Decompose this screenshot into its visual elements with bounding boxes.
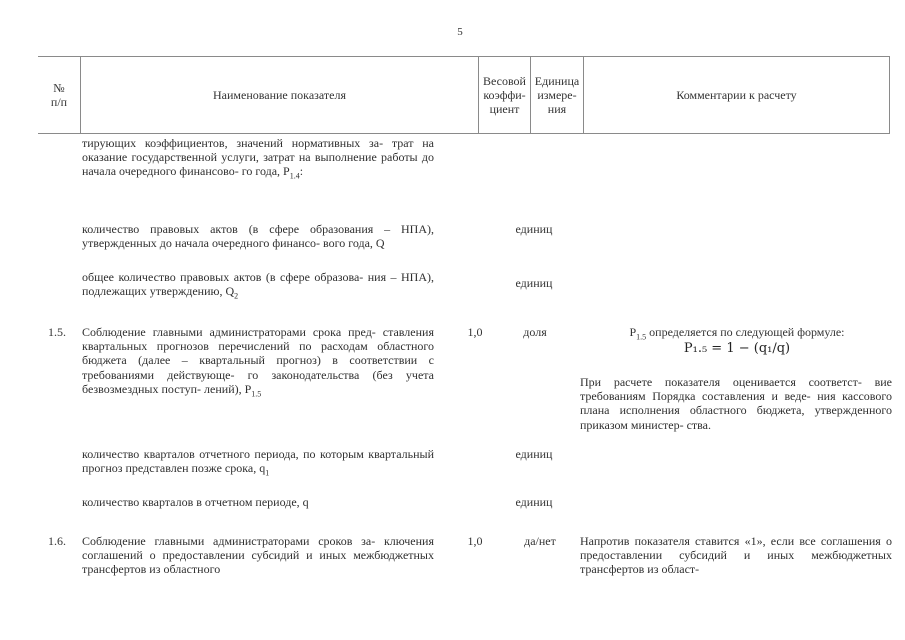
row-1-4-subitem-1-unit: единиц: [515, 222, 553, 236]
row-1-5-subitem-1-text: количество кварталов отчетного периода, по которым квартальный прогноз представлен позже срока, q: [82, 447, 434, 476]
header-col-weight-label: Весовой коэффи- циент: [483, 74, 526, 116]
header-col-unit-label: Единица измере- ния: [534, 74, 580, 116]
header-col-comment-label: Комментарии к расчету: [676, 88, 797, 102]
row-1-5-subitem-1: [82, 447, 434, 481]
row-1-4-continuation-tail: :: [299, 164, 304, 179]
row-1-6-weight: 1,0: [467, 534, 483, 548]
row-1-4-subitem-2: [82, 270, 434, 304]
row-1-5-unit: доля: [523, 325, 547, 339]
header-col-unit: [530, 57, 583, 133]
page-number: 5: [457, 26, 463, 38]
row-1-4-subitem-2-text: общее количество правовых актов (в сфере образова- ния – НПА), подлежащих утверждению, Q: [82, 270, 434, 299]
header-col-name-label: Наименование показателя: [213, 88, 346, 102]
row-1-4-continuation-sub: 1.4: [289, 171, 300, 181]
row-1-5-formula: P₁.₅ = 1 − (q₁/q): [683, 341, 791, 356]
row-1-5-formula-intro-sub: 1.5: [636, 332, 647, 342]
header-col-number: [38, 57, 80, 133]
header-col-comment: [583, 57, 890, 133]
row-1-6-number: 1.6.: [48, 534, 66, 548]
header-col-name: [80, 57, 478, 133]
row-1-4-subitem-2-unit: единиц: [515, 276, 553, 290]
row-1-5-comment: [580, 375, 892, 432]
row-1-6-comment-text: Напротив показателя ставится «1», если все соглашения о предоставлении субсидий и иных межбюджетных трансфертов из област-: [580, 534, 892, 577]
row-1-5-name-text: Соблюдение главными администраторами срока пред- ставления квартальных прогнозов перечислений по расходам областного бюджета (далее – квартальный прогноз) в соответствии с требованиями действующе- го законодательства (без учета безвозмездных поступ- лений), P: [82, 325, 434, 396]
row-1-5-formula-intro-post: определяется по следующей формуле:: [646, 325, 845, 339]
row-1-4-subitem-2-sub: 2: [234, 291, 239, 301]
row-1-5-name-sub: 1.5: [251, 389, 262, 399]
row-1-5-subitem-2-unit: единиц: [515, 495, 553, 509]
row-1-6-name-text: Соблюдение главными администраторами сроков за- ключения соглашений о предоставлении субсидий и иных межбюджетных трансфертов из областного: [82, 534, 434, 577]
row-1-4-continuation: [82, 136, 434, 184]
row-1-4-subitem-1-text: количество правовых актов (в сфере образования – НПА), утвержденных до начала очередного финансо- вого года, Q: [82, 222, 434, 251]
row-1-6-comment: [580, 534, 892, 577]
row-1-4-continuation-text: тирующих коэффициентов, значений нормативных за- трат на оказание государственной услуги, затрат на выполнение работы до начала очередного финансово- го года, P: [82, 136, 434, 179]
row-1-5-subitem-1-unit: единиц: [515, 447, 553, 461]
row-1-5-subitem-2: [82, 495, 434, 509]
row-1-5-formula-intro: [577, 325, 897, 341]
row-1-5-number: 1.5.: [48, 325, 66, 339]
row-1-4-subitem-1: [82, 222, 434, 250]
row-1-5-subitem-1-sub: 1: [265, 468, 270, 478]
row-1-6-unit: да/нет: [524, 534, 556, 548]
row-1-5-weight: 1,0: [467, 325, 483, 339]
row-1-5-name: [82, 325, 434, 401]
row-1-5-formula-intro-pre: P: [629, 325, 637, 339]
header-col-number-label: № п/п: [50, 81, 68, 109]
table-header: [38, 56, 890, 134]
row-1-5-comment-text: При расчете показателя оценивается соответст- вие требованиям Порядка составления и веде- ния кассового плана исполнения областного бюджета, утвержденного приказом министер- ства.: [580, 375, 892, 432]
row-1-6-name: [82, 534, 434, 577]
row-1-5-subitem-2-text: количество кварталов в отчетном периоде, q: [82, 495, 309, 509]
header-col-weight: [478, 57, 530, 133]
